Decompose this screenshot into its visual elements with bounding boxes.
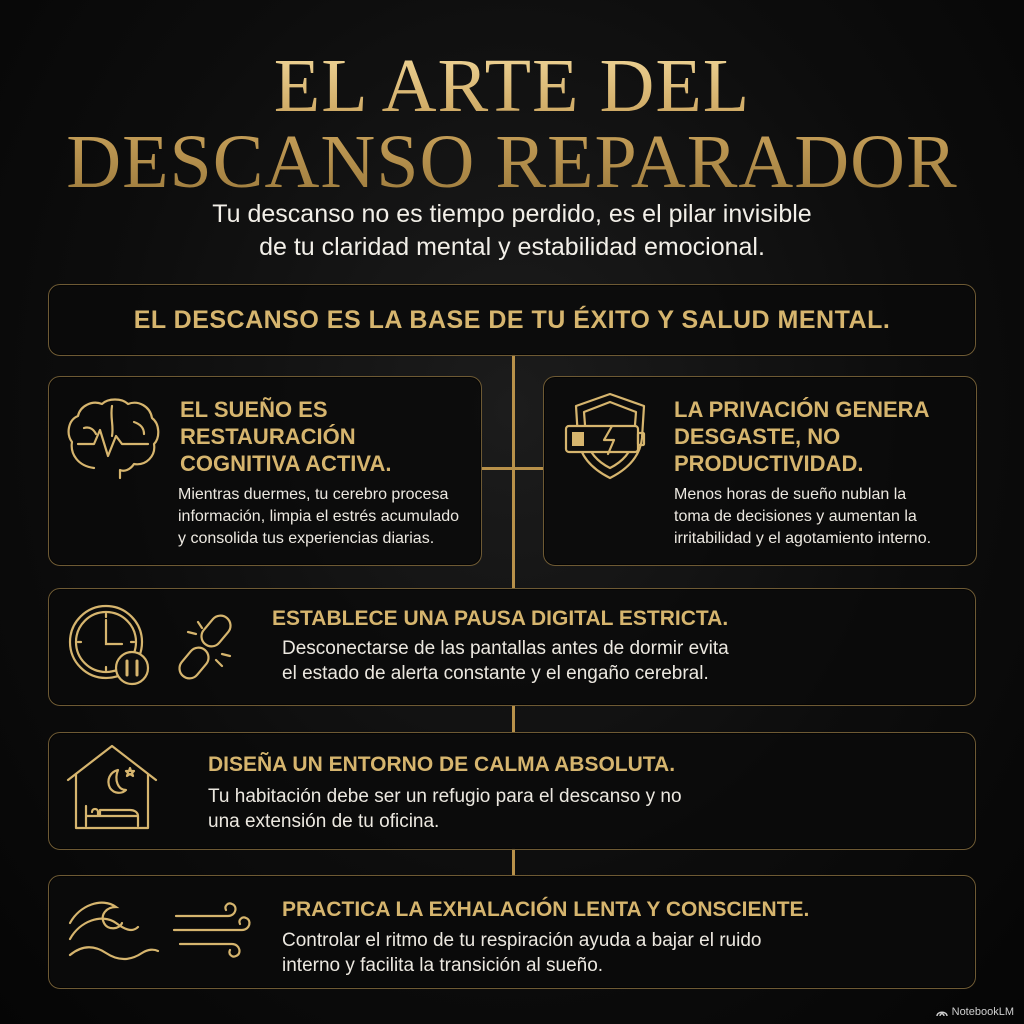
broken-chain-icon <box>172 608 244 684</box>
row-2-body <box>208 784 682 834</box>
row-1-body-line: Desconectarse de las pantallas antes de dormir evita <box>282 638 729 659</box>
card-2-body-line: toma de decisiones y aumentan la <box>674 508 917 525</box>
house-moon-bed-icon <box>64 740 160 832</box>
row-3-body <box>282 928 761 978</box>
watermark <box>936 1006 1014 1018</box>
shield-low-battery-icon <box>562 390 658 482</box>
card-1-body-line: información, limpia el estrés acumulado <box>178 508 460 525</box>
card-1-heading-line: COGNITIVA ACTIVA. <box>180 451 392 476</box>
row-2-body-line: Tu habitación debe ser un refugio para el descanso y no <box>208 786 682 807</box>
card-1-body <box>178 484 459 550</box>
subtitle-line-2: de tu claridad mental y estabilidad emocional. <box>259 233 765 261</box>
row-1-body <box>282 636 729 686</box>
connector-vertical-mid2 <box>512 848 515 875</box>
title-line-2: DESCANSO REPARADOR <box>66 120 958 204</box>
row-3-body-line: Controlar el ritmo de tu respiración ayuda a bajar el ruido <box>282 930 762 951</box>
row-2-heading: DISEÑA UN ENTORNO DE CALMA ABSOLUTA. <box>208 753 676 776</box>
row-2-body-line: una extensión de tu oficina. <box>208 811 440 832</box>
connector-vertical-top <box>512 354 515 588</box>
connector-horizontal <box>481 467 543 470</box>
banner <box>48 284 976 356</box>
card-2-body-line: Menos horas de sueño nublan la <box>674 486 907 503</box>
card-1-heading <box>180 396 391 477</box>
card-2-heading-line: DESGASTE, NO <box>674 424 841 449</box>
card-1-heading-line: RESTAURACIÓN <box>180 424 356 449</box>
wind-icon <box>172 902 254 958</box>
card-1-body-line: Mientras duermes, tu cerebro procesa <box>178 486 449 503</box>
card-1-body-line: y consolida tus experiencias diarias. <box>178 530 435 547</box>
card-2-body-line: irritabilidad y el agotamiento interno. <box>674 530 932 547</box>
row-1-heading: ESTABLECE UNA PAUSA DIGITAL ESTRICTA. <box>272 607 729 630</box>
wave-icon <box>66 893 162 965</box>
card-2-heading-line: LA PRIVACIÓN GENERA <box>674 397 930 422</box>
card-1-heading-line: EL SUEÑO ES <box>180 397 328 422</box>
card-2-heading-line: PRODUCTIVIDAD. <box>674 451 864 476</box>
connector-vertical-mid1 <box>512 705 515 732</box>
notebooklm-logo-icon <box>936 1008 948 1017</box>
card-2-body <box>674 484 931 550</box>
row-1-body-line: el estado de alerta constante y el engaño cerebral. <box>282 663 709 684</box>
watermark-text: NotebookLM <box>951 1006 1014 1018</box>
row-3-heading: PRACTICA LA EXHALACIÓN LENTA Y CONSCIENTE. <box>282 898 810 921</box>
row-3-body-line: interno y facilita la transición al sueño. <box>282 955 604 976</box>
card-2-heading <box>674 396 929 477</box>
title-line-1: EL ARTE DEL <box>273 44 751 128</box>
brain-heartbeat-icon <box>64 398 162 480</box>
banner-text: EL DESCANSO ES LA BASE DE TU ÉXITO Y SALUD MENTAL. <box>133 305 891 334</box>
page-title <box>0 44 1024 204</box>
clock-pause-icon <box>64 598 160 694</box>
subtitle <box>0 198 1024 264</box>
subtitle-line-1: Tu descanso no es tiempo perdido, es el pilar invisible <box>212 200 812 228</box>
